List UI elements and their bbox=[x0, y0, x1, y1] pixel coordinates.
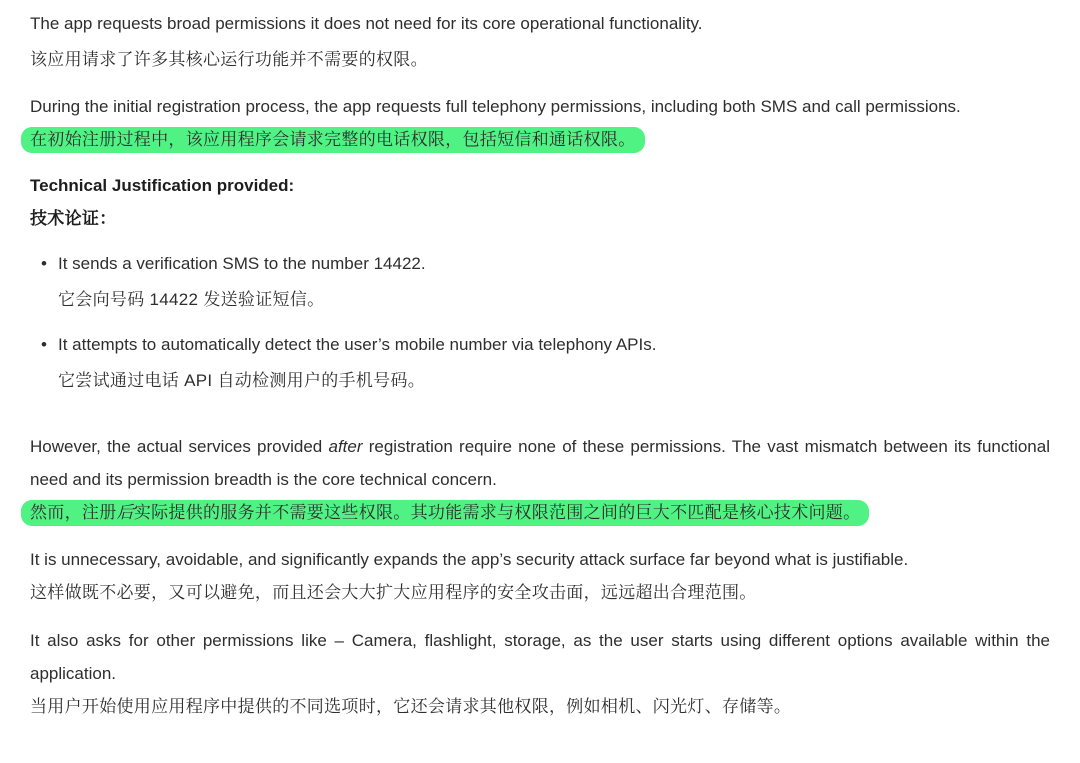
list-item-text-en: It sends a verification SMS to the number 14422. bbox=[58, 254, 426, 273]
paragraph-segment: 实际提供的服务并不需要这些权限。其功能需求与权限范围之间的巨大不匹配是核心技术问题。 bbox=[133, 503, 861, 522]
justification-list bbox=[30, 247, 1050, 397]
paragraph-broad-permissions-zh: 该应用请求了许多其核心运行功能并不需要的权限。 bbox=[30, 50, 428, 69]
highlighted-translation-registration: 在初始注册过程中，该应用程序会请求完整的电话权限，包括短信和通话权限。 bbox=[21, 127, 645, 153]
highlighted-translation-mismatch bbox=[21, 500, 869, 526]
paragraph-registration-zh bbox=[30, 123, 1050, 156]
paragraph-other-permissions-zh: 当用户开始使用应用程序中提供的不同选项时，它还会请求其他权限，例如相机、闪光灯、存储等。 bbox=[30, 697, 792, 716]
list-item-verification-sms bbox=[30, 247, 1050, 316]
bullet-icon: • bbox=[41, 335, 47, 354]
list-item-text-zh: 它尝试通过电话 API 自动检测用户的手机号码。 bbox=[58, 371, 426, 390]
paragraph-other-permissions-en: It also asks for other permissions like – Camera, flashlight, storage, as the user starts using different options available within the application. bbox=[30, 631, 1050, 683]
heading-technical-justification-en: Technical Justification provided: bbox=[30, 176, 295, 195]
paragraph-segment: However, the actual services provided bbox=[30, 437, 329, 456]
italic-word-hou: 后 bbox=[116, 503, 134, 522]
paragraph-segment: registration require none of these permissions. The vast mismatch between its functional need and its permission breadth is the core technical concern. bbox=[30, 437, 1050, 489]
paragraph-broad-permissions-en: The app requests broad permissions it does not need for its core operational functionality. bbox=[30, 14, 703, 33]
heading-technical-justification-zh: 技术论证： bbox=[30, 209, 117, 228]
paragraph-mismatch-zh bbox=[30, 496, 1050, 529]
paragraph-registration-en: During the initial registration process, the app requests full telephony permissions, including both SMS and call permissions. bbox=[30, 97, 961, 116]
paragraph-attack-surface-en: It is unnecessary, avoidable, and significantly expands the app’s security attack surface far beyond what is justifiable. bbox=[30, 550, 909, 569]
list-item-detect-number bbox=[30, 328, 1050, 397]
italic-word-after: after bbox=[328, 437, 363, 456]
paragraph-segment: 然而，注册 bbox=[30, 503, 117, 522]
list-item-text-en: It attempts to automatically detect the user’s mobile number via telephony APIs. bbox=[58, 335, 657, 354]
list-item-text-zh: 它会向号码 14422 发送验证短信。 bbox=[58, 290, 325, 309]
paragraph-attack-surface-zh: 这样做既不必要，又可以避免，而且还会大大扩大应用程序的安全攻击面，远远超出合理范围。 bbox=[30, 583, 757, 602]
paragraph-mismatch-en bbox=[30, 430, 1050, 496]
bullet-icon: • bbox=[41, 254, 47, 273]
